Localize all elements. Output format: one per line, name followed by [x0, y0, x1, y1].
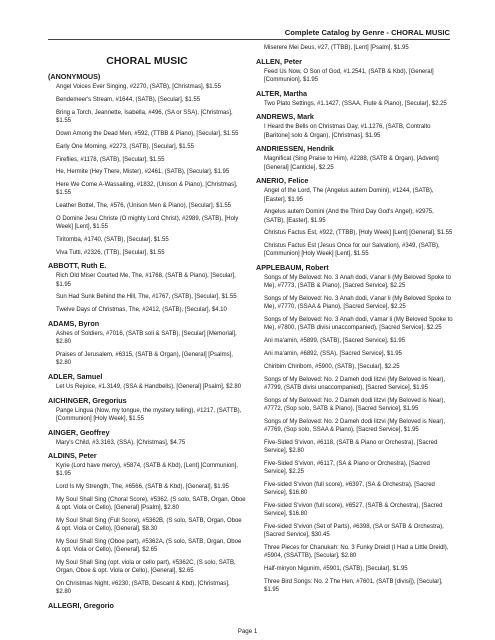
- catalog-entry: Ani ma'amin, #5899, (SATB), [Sacred Service], $1.95: [264, 338, 406, 345]
- catalog-entry: Chiribim Chiribom, #5900, (SATB), [Secular], $2.25: [264, 363, 400, 370]
- header-divider: [48, 39, 450, 40]
- composer-heading: ANERIO, Felice: [256, 176, 309, 186]
- catalog-entry: Christus Factus Est, #922, (TTBB), [Holy Week] [Lent] [General], $1.55: [264, 230, 453, 237]
- catalog-entry: Three Pieces for Chanukah: No. 3 Funky Dreidl (I Had a Little Dreidl), #5904, (SSATTB), [Secular], $2.80: [264, 544, 449, 560]
- catalog-entry: Christus Factus Est (Jesus Once for our Salvation), #349, (SATB), [Communion] [Holy Week] [Lent], $1.55: [264, 243, 440, 258]
- catalog-entry: On Christmas Night, #6230, (SATB, Descant & Kbd), [Christmas], $2.80: [56, 581, 230, 596]
- composer-heading: ALLEN, Peter: [256, 56, 302, 66]
- catalog-entry: My Soul Shall Sing (Choral Score), #5362, (S solo, SATB, Organ, Oboe & opt. Viola or Cello), [General] [Psalm], $2.80: [56, 497, 246, 512]
- catalog-entry: Songs of My Beloved: No. 2 Dameh dodi litzvi (My Beloved is Near), #7772, (Sop solo, SATB & Piano), [Sacred Service], $1.95: [264, 397, 446, 412]
- catalog-entry: Viva Tutti, #2326, (TTB), [Secular], $1.55: [56, 249, 165, 256]
- catalog-entry: Mary's Child, #3.3163, (SSA), [Christmas], $4.75: [56, 439, 186, 446]
- catalog-entry: Songs of My Beloved: No. 3 Anah dodi, v'anar li (My Beloved Spoke to Me), #7773, (SATB & Piano), [Sacred Service], $2.25: [264, 275, 451, 290]
- catalog-entry: Down Among the Dead Men, #592, (TTBB & Piano), [Secular], $1.55: [56, 130, 239, 137]
- composer-heading: (ANONYMOUS): [48, 72, 101, 82]
- catalog-entry: Rich Old Miser Courted Me, The, #1768, (SATB & Piano), [Secular], $1.95: [56, 273, 236, 288]
- catalog-entry: Here We Come A-Wassailing, #1832, (Unison & Piano), [Christmas], $1.55: [56, 182, 238, 197]
- catalog-entry: Five-sided S'vivon (full score), #6527, (SATB & Orchestra), [Sacred Service], $16.80: [264, 502, 443, 517]
- catalog-entry: Leather Bottel, The, #576, (Unison Men & Piano), [Secular], $1.55: [56, 203, 231, 210]
- composer-heading: ALDINS, Peter: [48, 451, 97, 461]
- composer-heading: ANDREWS, Mark: [256, 112, 314, 122]
- catalog-entry: Ashes of Soldiers, #7016, (SATB soli & SATB), [Secular] [Memorial], $2.80: [56, 330, 237, 346]
- catalog-entry: Pange Lingua (Now, my tongue, the mystery telling), #1217, (SATTB), [Communion] [Holy Week], $1.55: [56, 407, 242, 422]
- page-number: Page 1: [237, 628, 258, 635]
- catalog-entry: Fireflies, #1178, (SATB), [Secular], $1.55: [56, 156, 165, 163]
- catalog-entry: Bendemeer's Stream, #1644, (SATB), [Secular], $1.55: [56, 97, 201, 104]
- composer-heading: ALLEGRI, Gregorio: [48, 601, 114, 611]
- catalog-entry: Songs of My Beloved: No. 3 Anah dodi, v'anar li (My Beloved Spoke to Me), #7770, (SSAA & Piano), [Sacred Service], $2.25: [264, 296, 451, 311]
- catalog-entry: Tiritomba, #1740, (SATB), [Secular], $1.55: [56, 236, 169, 243]
- catalog-entry: Five-sided S'vivon (full score), #6397, (SA & Orchestra), [Sacred Service], $16.80: [264, 481, 435, 496]
- catalog-entry: Five-sided S'vivon (Set of Parts), #6398, (SA or SATB & Orchestra), [Sacred Service], $30.45: [264, 523, 444, 538]
- catalog-entry: Angel of the Lord, The (Angelus autem Domini), #1244, (SATB), [Easter], $1.95: [264, 188, 434, 203]
- catalog-entry: Three Bird Songs: No. 2 The Hen, #7601, (SATB [divisi]), [Secular], $1.95: [264, 578, 443, 593]
- catalog-entry: Songs of My Beloved: No. 2 Dameh dodi litzvi (My Beloved is Near), #7799, (SATB divisi unaccompanied), [Sacred Service], $1.95: [264, 376, 446, 391]
- catalog-entry: My Soul Shall Sing (Oboe part), #5362A, (S solo, SATB, Organ, Oboe & opt. Viola or Cello), [General], $2.65: [56, 539, 242, 554]
- catalog-left-column: [48, 44, 246, 612]
- catalog-entry: Angel Voices Ever Singing, #2270, (SATB), [Christmas], $1.55: [56, 84, 221, 91]
- catalog-entry: Ani ma'amin, #6892, (SSA), [Sacred Service], $1.95: [264, 350, 402, 357]
- catalog-entry: My Soul Shall Sing (Full Score), #5362B, (S solo, SATB, Organ, Oboe & opt. Viola or Cello), [General], $8.30: [56, 518, 242, 533]
- catalog-entry: My Soul Shall Sing (opt. viola or cello part), #5362C, (S solo, SATB, Organ, Oboe & opt. Viola or Cello), [General], $2.65: [56, 560, 236, 575]
- catalog-entry: O Domine Jesu Christe (O mighty Lord Christ), #2989, (SATB), [Holy Week] [Lent], $1.55: [56, 215, 239, 231]
- composer-heading: AICHINGER, Gregorius: [48, 395, 127, 405]
- catalog-entry: Five-Sided S'vivon, #6118, (SATB & Piano or Orchestra), [Sacred Service], $2.80: [264, 439, 438, 454]
- catalog-entry: Half-minyon Nigunim, #5901, (SATB), [Secular], $1.95: [264, 565, 408, 572]
- composer-heading: ANDRIESSEN, Hendrik: [256, 144, 334, 154]
- catalog-entry: Feed Us Now, O Son of God, #1.2541, (SATB & Kbd), [General] [Communion], $1.95: [264, 68, 434, 83]
- composer-heading: AINGER, Geoffrey: [48, 427, 110, 437]
- composer-heading: ADLER, Samuel: [48, 371, 103, 381]
- catalog-entry: Twelve Days of Christmas, The, #2412, (SATB), [Secular], $4.10: [56, 307, 227, 314]
- catalog-entry: I Heard the Bells on Christmas Day, #1.1276, (SATB, Contralto [Baritone] solo & Organ), [Christmas], $1.95: [264, 124, 431, 139]
- catalog-entry: Songs of My Beloved: No. 2 Dameh dodi litzvi (My Beloved is Near), #7769, (Sop solo, SSAA & Piano), [Sacred Service], $1.95: [264, 418, 446, 433]
- catalog-entry: Kyrie (Lord have mercy), #5874, (SATB & Kbd), [Lent] [Communion], $1.95: [56, 463, 238, 478]
- catalog-entry: Magnificat (Sing Praise to Him), #2288, (SATB & Organ), [Advent] [General] [Canticle], $2.25: [264, 156, 439, 171]
- catalog-entry: Early One Morning, #2273, (SATB), [Secular], $1.55: [56, 143, 194, 150]
- catalog-entry: Miserere Mei Deus, #27, (TTBB), [Lent] [Psalm], $1.95: [264, 45, 409, 51]
- catalog-entry: Two Plato Settings, #1.1427, (SSAA, Flute & Piano), [Secular], $2.25: [264, 100, 447, 107]
- composer-heading: APPLEBAUM, Robert: [256, 263, 329, 273]
- section-title: CHORAL MUSIC: [106, 55, 188, 67]
- composer-heading: ALTER, Martha: [256, 88, 307, 98]
- catalog-entry: Bring a Torch, Jeannette, Isabella, #496, (SA or SSA), [Christmas], $1.55: [56, 109, 233, 125]
- catalog-entry: Angelus autem Domini (And the Third Day God's Angel), #2975, (SATB), [Easter], $1.95: [264, 209, 434, 224]
- catalog-entry: Lord Is My Strength, The, #6566, (SATB & Kbd), [General], $1.95: [56, 484, 229, 491]
- composer-heading: ABBOTT, Ruth E.: [48, 261, 107, 271]
- catalog-entry: Let Us Rejoice, #1.3149, (SSA & Handbells), [General] [Psalm], $2.80: [56, 383, 242, 390]
- catalog-entry: He, Hermite (Hey There, Mister), #2461, (SATB), [Secular], $1.95: [56, 169, 230, 176]
- catalog-entry: Sun Had Sunk Behind the Hill, The, #1767, (SATB), [Secular], $1.55: [56, 294, 237, 301]
- composer-heading: ADAMS, Byron: [48, 318, 100, 328]
- catalog-entry: Songs of My Beloved: No. 3 Anah dodi, v'amar li (My Beloved Spoke to Me), #7800, (SATB divisi unaccompanied), [Sacred Service], $2.25: [264, 317, 453, 332]
- catalog-entry: Praises of Jerusalem, #6315, (SATB & Organ), [General] [Psalms], $2.80: [56, 351, 233, 367]
- catalog-right-column: [256, 44, 454, 599]
- page-header-title: Complete Catalog by Genre - CHORAL MUSIC: [284, 28, 450, 37]
- catalog-entry: Five-Sided S'vivon, #6117, (SA & Piano or Orchestra), [Sacred Service], $2.25: [264, 460, 430, 475]
